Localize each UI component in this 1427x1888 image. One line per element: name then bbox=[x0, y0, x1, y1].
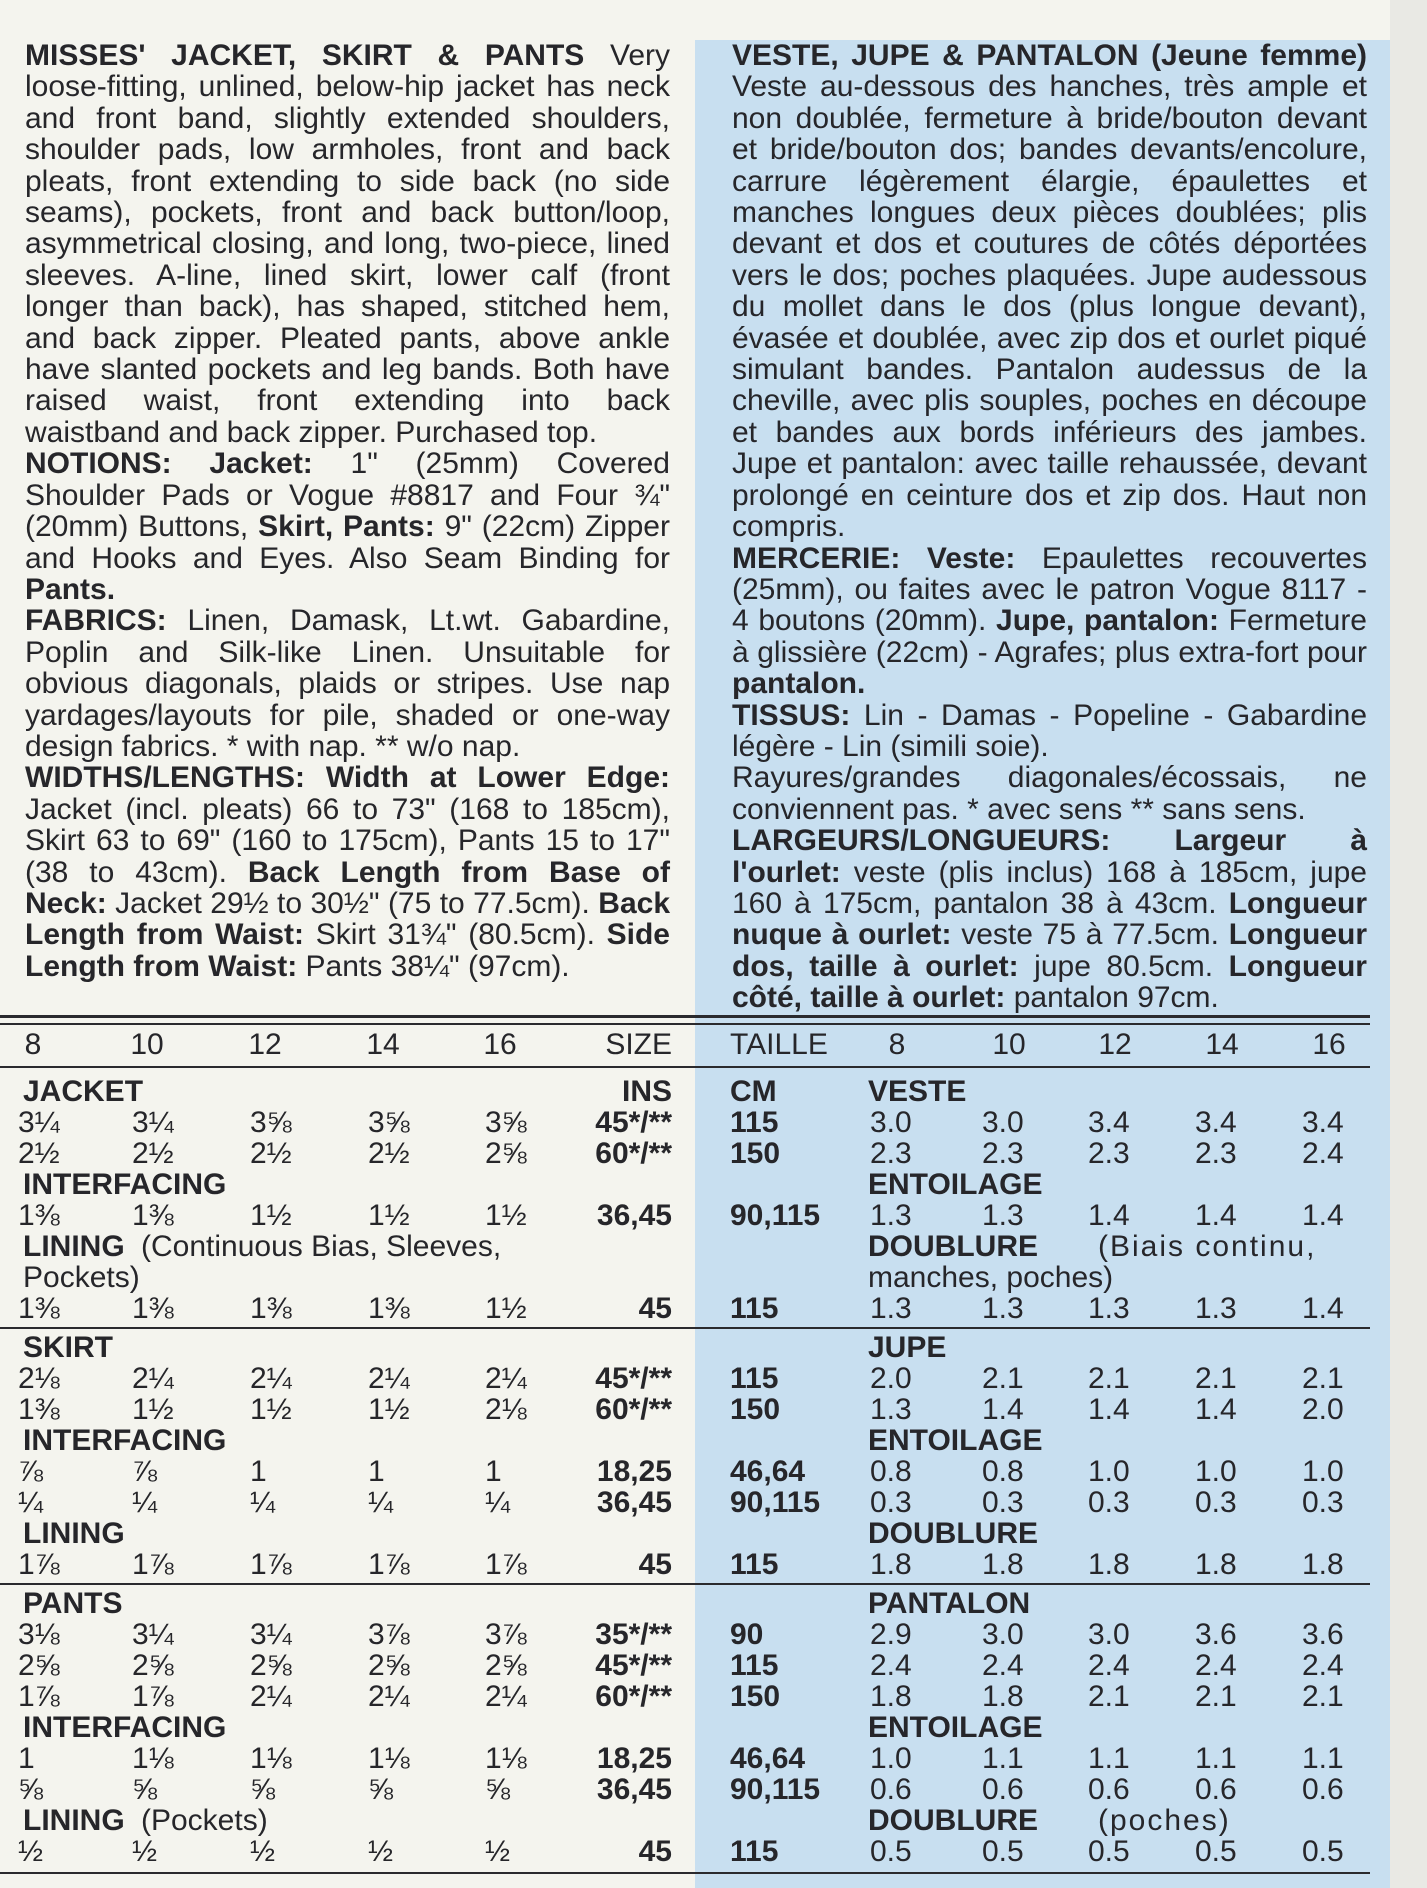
ins-width: 45 bbox=[638, 1548, 672, 1581]
back-waist-label: Back Length from Waist: bbox=[25, 886, 670, 952]
metric-value: 1.0 bbox=[1302, 1455, 1344, 1488]
cm-width: 46,64 bbox=[730, 1742, 806, 1775]
yardage-value: 2¼ bbox=[368, 1680, 410, 1713]
notions-jacket-label: Jacket: bbox=[209, 447, 313, 481]
french-largeurs bbox=[732, 825, 1367, 1013]
section-title-en: INTERFACING bbox=[23, 1711, 227, 1744]
metric-value: 1.4 bbox=[1088, 1393, 1130, 1426]
french-description-column bbox=[732, 40, 1367, 1014]
section-title-en: LINING bbox=[23, 1804, 125, 1837]
metric-value: 2.4 bbox=[870, 1649, 912, 1682]
metric-value: 0.3 bbox=[1302, 1486, 1344, 1519]
metric-value: 2.3 bbox=[982, 1137, 1024, 1170]
yardage-value: 2½ bbox=[132, 1137, 174, 1170]
metric-value: 1.8 bbox=[982, 1548, 1024, 1581]
yardage-value: 2¼ bbox=[250, 1362, 292, 1395]
notions-pants-label: Pants. bbox=[25, 572, 116, 606]
yardage-value: ⅝ bbox=[368, 1773, 394, 1806]
metric-value: 0.5 bbox=[1088, 1835, 1130, 1868]
yardage-value: 2¼ bbox=[250, 1680, 292, 1713]
yardage-value: 3⅝ bbox=[485, 1106, 527, 1139]
section-note-fr-2: manches, poches) bbox=[868, 1261, 1114, 1294]
yardage-value: 1½ bbox=[250, 1393, 292, 1426]
section-title-fr: JUPE bbox=[868, 1331, 947, 1364]
yardage-value: ¼ bbox=[485, 1486, 511, 1519]
mercerie-jupe-label: Jupe, pantalon: bbox=[996, 604, 1219, 638]
table-bottom-rule bbox=[0, 1872, 1370, 1874]
size-header-fr: 12 bbox=[1098, 1028, 1132, 1061]
ins-width: 60*/** bbox=[595, 1393, 672, 1426]
page-edge-strip bbox=[1390, 0, 1427, 1888]
back-waist-text: Skirt 31¾" (80.5cm). bbox=[315, 918, 595, 952]
metric-value: 2.1 bbox=[1195, 1680, 1237, 1713]
metric-value: 1.0 bbox=[1088, 1455, 1130, 1488]
cm-width: 90,115 bbox=[730, 1199, 821, 1232]
yardage-value: 2¼ bbox=[368, 1362, 410, 1395]
yardage-value: 3⅞ bbox=[368, 1618, 410, 1651]
notions-label: NOTIONS: bbox=[25, 447, 172, 481]
yardage-value: ½ bbox=[18, 1835, 44, 1868]
ins-header: INS bbox=[621, 1075, 672, 1108]
metric-value: 0.5 bbox=[870, 1835, 912, 1868]
yardage-value: 1½ bbox=[250, 1199, 292, 1232]
taille-header: TAILLE bbox=[730, 1028, 828, 1061]
yardage-value: ⅝ bbox=[18, 1773, 44, 1806]
metric-value: 1.4 bbox=[982, 1393, 1024, 1426]
yardage-value: 1⅜ bbox=[132, 1292, 174, 1325]
metric-value: 1.3 bbox=[982, 1292, 1024, 1325]
metric-value: 0.6 bbox=[870, 1773, 912, 1806]
cm-width: 46,64 bbox=[730, 1455, 806, 1488]
notions-skirt-text: 9" (22cm) Zipper and Hooks and Eyes. Also Seam Binding for bbox=[25, 510, 670, 575]
section-title-fr: ENTOILAGE bbox=[868, 1424, 1043, 1457]
yardage-value: 1 bbox=[18, 1742, 35, 1775]
yardage-value: 2¼ bbox=[485, 1362, 527, 1395]
tissus-text: Lin - Damas - Popeline - Gabardine légère - Lin (simili soie). bbox=[732, 698, 1367, 763]
side-length-text: Pants 38¼" (97cm). bbox=[305, 949, 570, 983]
cm-width: 115 bbox=[730, 1649, 779, 1682]
metric-value: 0.8 bbox=[982, 1455, 1024, 1488]
metric-value: 1.0 bbox=[870, 1742, 912, 1775]
french-tissus-unsuitable: Rayures/grandes diagonales/écossais, ne conviennent pas. * avec sens ** sans sens. bbox=[732, 761, 1367, 826]
yardage-value: 2¼ bbox=[132, 1362, 174, 1395]
yardage-value: 1⅞ bbox=[485, 1548, 527, 1581]
section-title-en: LINING bbox=[23, 1517, 125, 1550]
metric-value: 1.8 bbox=[870, 1680, 912, 1713]
metric-value: 2.4 bbox=[1088, 1649, 1130, 1682]
yardage-value: 2⅛ bbox=[18, 1362, 60, 1395]
metric-value: 0.5 bbox=[982, 1835, 1024, 1868]
yardage-value: 1⅜ bbox=[18, 1393, 60, 1426]
section-title-en: INTERFACING bbox=[23, 1168, 227, 1201]
ins-width: 36,45 bbox=[596, 1486, 672, 1519]
yardage-value: 1⅞ bbox=[368, 1548, 410, 1581]
table-top-rule-second bbox=[0, 1023, 1370, 1025]
yardage-value: ½ bbox=[368, 1835, 394, 1868]
metric-value: 1.1 bbox=[1088, 1742, 1130, 1775]
yardage-value: 1⅞ bbox=[18, 1680, 60, 1713]
yardage-value: 2½ bbox=[18, 1137, 60, 1170]
yardage-value: 1½ bbox=[485, 1292, 527, 1325]
section-group-rule bbox=[0, 1583, 1370, 1585]
yardage-value: 3¼ bbox=[18, 1106, 60, 1139]
yardage-value: 1⅜ bbox=[18, 1199, 60, 1232]
metric-value: 2.1 bbox=[1088, 1680, 1130, 1713]
yardage-value: 1⅛ bbox=[132, 1742, 174, 1775]
metric-value: 0.5 bbox=[1195, 1835, 1237, 1868]
metric-value: 3.0 bbox=[1088, 1618, 1130, 1651]
cote-label: Longueur côté, taille à ourlet: bbox=[732, 949, 1367, 1015]
section-title-fr: DOUBLURE bbox=[868, 1517, 1038, 1550]
metric-value: 2.9 bbox=[870, 1618, 912, 1651]
metric-value: 1.1 bbox=[982, 1742, 1024, 1775]
cm-width: 90,115 bbox=[730, 1773, 821, 1806]
yardage-value: 1⅛ bbox=[250, 1742, 292, 1775]
metric-value: 1.8 bbox=[982, 1680, 1024, 1713]
yardage-value: 1⅜ bbox=[132, 1199, 174, 1232]
yardage-value: 1⅞ bbox=[132, 1548, 174, 1581]
yardage-value: 3⅝ bbox=[250, 1106, 292, 1139]
french-description-text: Veste au-dessous des hanches, très ample et non doublée, fermeture à bride/bouton devant et bride/bouton dos; bandes devants/encolure, carrure légèrement élargie, épaulettes et manches longues deux pièces doublées; plis devant et dos et coutures de côtés déportées vers le dos; poches plaquées. Jupe audessous du mollet dans le dos (plus longue devant), évasée et doublée, avec zip dos et ourlet piqué simulant bandes. Pantalon audessus de la cheville, avec plis souples, poches en découpe et bandes aux bords inférieurs des jambes. Jupe et pantalon: avec taille rehaussée, devant prolongé en ceinture dos et zip dos. Haut non compris. bbox=[732, 70, 1367, 544]
section-title-en: INTERFACING bbox=[23, 1424, 227, 1457]
metric-value: 1.8 bbox=[1302, 1548, 1344, 1581]
metric-value: 0.6 bbox=[982, 1773, 1024, 1806]
yardage-value: 3¼ bbox=[132, 1618, 174, 1651]
ins-width: 60*/** bbox=[595, 1680, 672, 1713]
metric-value: 3.6 bbox=[1195, 1618, 1237, 1651]
back-neck-text: Jacket 29½ to 30½" (75 to 77.5cm). bbox=[115, 886, 590, 920]
cm-width: 115 bbox=[730, 1292, 779, 1325]
metric-value: 1.4 bbox=[1195, 1199, 1237, 1232]
dos-text: jupe 80.5cm. bbox=[1034, 949, 1214, 983]
yardage-value: 1⅛ bbox=[485, 1742, 527, 1775]
ins-width: 45*/** bbox=[595, 1362, 672, 1395]
metric-value: 3.4 bbox=[1302, 1106, 1344, 1139]
metric-value: 1.0 bbox=[1195, 1455, 1237, 1488]
metric-value: 1.4 bbox=[1088, 1199, 1130, 1232]
yardage-value: ½ bbox=[250, 1835, 276, 1868]
size-header-fr: 10 bbox=[992, 1028, 1026, 1061]
ins-width: 45 bbox=[638, 1835, 672, 1868]
side-length-label: Side Length from Waist: bbox=[25, 918, 670, 983]
metric-value: 0.3 bbox=[1195, 1486, 1237, 1519]
section-group-rule bbox=[0, 1327, 1370, 1329]
metric-value: 2.0 bbox=[1302, 1393, 1344, 1426]
metric-value: 3.6 bbox=[1302, 1618, 1344, 1651]
metric-value: 1.3 bbox=[870, 1292, 912, 1325]
english-description-column bbox=[25, 40, 670, 982]
ins-width: 36,45 bbox=[596, 1199, 672, 1232]
metric-value: 2.1 bbox=[1195, 1362, 1237, 1395]
cm-header: CM bbox=[730, 1075, 777, 1108]
ins-width: 45*/** bbox=[595, 1649, 672, 1682]
metric-value: 0.3 bbox=[870, 1486, 912, 1519]
size-header-en: 8 bbox=[24, 1028, 42, 1061]
yardage-value: 2¼ bbox=[485, 1680, 527, 1713]
yardage-value: ½ bbox=[485, 1835, 511, 1868]
yardage-value: 1½ bbox=[485, 1199, 527, 1232]
mercerie-label: MERCERIE: Veste: bbox=[732, 541, 1016, 575]
widths-text: Jacket (incl. pleats) 66 to 73" (168 to 185cm), Skirt 63 to 69" (160 to 175cm), Pants 15 to 17" (38 to 43cm). bbox=[25, 792, 670, 889]
yardage-value: 1⅞ bbox=[18, 1548, 60, 1581]
section-note-en-2: Pockets) bbox=[23, 1261, 140, 1294]
metric-value: 0.3 bbox=[982, 1486, 1024, 1519]
metric-value: 1.8 bbox=[1195, 1548, 1237, 1581]
yardage-value: 2⅝ bbox=[368, 1649, 410, 1682]
yardage-value: 1⅞ bbox=[132, 1680, 174, 1713]
largeurs-text: veste (plis inclus) 168 à 185cm, jupe 160 à 175cm, pantalon 38 à 43cm. bbox=[732, 855, 1367, 920]
yardage-value: 1½ bbox=[368, 1199, 410, 1232]
yardage-value: 1⅜ bbox=[18, 1292, 60, 1325]
section-note-fr: (Biais continu, bbox=[1098, 1230, 1317, 1263]
yardage-value: ¼ bbox=[368, 1486, 394, 1519]
metric-value: 2.4 bbox=[982, 1649, 1024, 1682]
section-title-en: JACKET bbox=[23, 1075, 144, 1108]
metric-value: 0.8 bbox=[870, 1455, 912, 1488]
metric-value: 3.4 bbox=[1195, 1106, 1237, 1139]
size-header-fr: 14 bbox=[1205, 1028, 1239, 1061]
english-notions bbox=[25, 448, 670, 605]
metric-value: 2.4 bbox=[1302, 1137, 1344, 1170]
section-title-fr: PANTALON bbox=[868, 1587, 1031, 1620]
metric-value: 2.3 bbox=[1195, 1137, 1237, 1170]
yardage-value: 2⅝ bbox=[18, 1649, 60, 1682]
metric-value: 0.3 bbox=[1088, 1486, 1130, 1519]
section-title-fr: ENTOILAGE bbox=[868, 1168, 1043, 1201]
metric-value: 1.1 bbox=[1195, 1742, 1237, 1775]
yardage-value: ¼ bbox=[18, 1486, 44, 1519]
cm-width: 90,115 bbox=[730, 1486, 821, 1519]
yardage-value: ¼ bbox=[250, 1486, 276, 1519]
yardage-value: ¼ bbox=[132, 1486, 158, 1519]
yardage-value: ⅝ bbox=[485, 1773, 511, 1806]
cm-width: 150 bbox=[730, 1680, 781, 1713]
metric-value: 1.1 bbox=[1302, 1742, 1344, 1775]
metric-value: 0.6 bbox=[1088, 1773, 1130, 1806]
metric-value: 1.3 bbox=[1195, 1292, 1237, 1325]
metric-value: 1.3 bbox=[1088, 1292, 1130, 1325]
tissus-label: TISSUS: bbox=[732, 698, 851, 732]
cm-width: 115 bbox=[730, 1835, 779, 1868]
ins-width: 45*/** bbox=[595, 1106, 672, 1139]
cm-width: 115 bbox=[730, 1548, 779, 1581]
yardage-value: 1½ bbox=[132, 1393, 174, 1426]
cm-width: 115 bbox=[730, 1362, 779, 1395]
yardage-value: 2⅝ bbox=[485, 1137, 527, 1170]
cm-width: 115 bbox=[730, 1106, 779, 1139]
yardage-value: 3⅞ bbox=[485, 1618, 527, 1651]
metric-value: 2.4 bbox=[1302, 1649, 1344, 1682]
yardage-value: 2⅛ bbox=[485, 1393, 527, 1426]
size-header-en: 12 bbox=[248, 1028, 282, 1061]
yardage-value: 3¼ bbox=[132, 1106, 174, 1139]
section-title-fr: DOUBLURE bbox=[868, 1230, 1038, 1263]
largeurs-label: LARGEURS/LONGUEURS: Largeur à l'ourlet: bbox=[732, 824, 1367, 889]
fabrics-text: Linen, Damask, Lt.wt. Gabardine, Poplin and Silk-like Linen. Unsuitable for obvious diagonals, plaids or stripes. Use nap yardages/layouts for pile, shaded or one-way design fabrics. * with nap. ** w/o nap. bbox=[25, 604, 670, 763]
mercerie-jupe-text: Fermeture à glissière (22cm) - Agrafes; plus extra-fort pour bbox=[732, 604, 1367, 669]
metric-value: 2.0 bbox=[870, 1362, 912, 1395]
widths-label: WIDTHS/LENGTHS: Width at Lower Edge: bbox=[25, 761, 670, 795]
yardage-value: 2⅝ bbox=[485, 1649, 527, 1682]
english-widths bbox=[25, 762, 670, 982]
french-description bbox=[732, 40, 1367, 543]
table-top-rule bbox=[0, 1015, 1370, 1018]
mercerie-pantalon-label: pantalon. bbox=[732, 667, 866, 701]
yardage-value: ⅝ bbox=[250, 1773, 276, 1806]
dos-label: Longueur dos, taille à ourlet: bbox=[732, 918, 1367, 983]
section-title-en: SKIRT bbox=[23, 1331, 113, 1364]
metric-value: 3.0 bbox=[982, 1106, 1024, 1139]
ins-width: 35*/** bbox=[595, 1618, 672, 1651]
yardage-value: 1 bbox=[368, 1455, 385, 1488]
metric-value: 3.0 bbox=[982, 1618, 1024, 1651]
yardage-value: 3⅝ bbox=[368, 1106, 410, 1139]
metric-value: 1.8 bbox=[1088, 1548, 1130, 1581]
section-note-en: (Continuous Bias, Sleeves, bbox=[141, 1230, 502, 1263]
yardage-value: ⅝ bbox=[132, 1773, 158, 1806]
yardage-value: 2⅝ bbox=[132, 1649, 174, 1682]
section-title-fr: VESTE bbox=[868, 1075, 967, 1108]
section-title-en: PANTS bbox=[23, 1587, 123, 1620]
section-title-fr: DOUBLURE bbox=[868, 1804, 1038, 1837]
fabrics-label: FABRICS: bbox=[25, 604, 167, 638]
metric-value: 0.6 bbox=[1195, 1773, 1237, 1806]
english-title: MISSES' JACKET, SKIRT & PANTS bbox=[25, 39, 585, 72]
ins-width: 60*/** bbox=[595, 1137, 672, 1170]
section-title-en: LINING bbox=[23, 1230, 125, 1263]
size-header-fr: 16 bbox=[1312, 1028, 1346, 1061]
metric-value: 1.3 bbox=[870, 1393, 912, 1426]
metric-value: 1.4 bbox=[1302, 1292, 1344, 1325]
french-title: VESTE, JUPE & PANTALON (Jeune femme) bbox=[732, 39, 1367, 72]
yardage-value: 3¼ bbox=[250, 1618, 292, 1651]
size-header-fr: 8 bbox=[888, 1028, 906, 1061]
nuque-label: Longueur nuque à ourlet: bbox=[732, 886, 1367, 952]
yardage-value: 2½ bbox=[250, 1137, 292, 1170]
yardage-value: 1⅞ bbox=[250, 1548, 292, 1581]
back-neck-label: Back Length from Base of Neck: bbox=[25, 855, 671, 920]
metric-value: 2.4 bbox=[1195, 1649, 1237, 1682]
metric-value: 2.1 bbox=[1302, 1680, 1344, 1713]
yardage-value: 3⅛ bbox=[18, 1618, 60, 1651]
cm-width: 150 bbox=[730, 1137, 781, 1170]
yardage-value: 1½ bbox=[368, 1393, 410, 1426]
metric-value: 1.3 bbox=[870, 1199, 912, 1232]
metric-value: 0.5 bbox=[1302, 1835, 1344, 1868]
metric-value: 3.4 bbox=[1088, 1106, 1130, 1139]
cm-width: 150 bbox=[730, 1393, 781, 1426]
yardage-value: 1⅜ bbox=[250, 1292, 292, 1325]
yardage-value: 1⅜ bbox=[368, 1292, 410, 1325]
metric-value: 3.0 bbox=[870, 1106, 912, 1139]
mercerie-text: Epaulettes recouvertes (25mm), ou faites avec le patron Vogue 8117 - 4 boutons (20mm). bbox=[732, 541, 1367, 638]
yardage-value: 2½ bbox=[368, 1137, 410, 1170]
french-tissus bbox=[732, 700, 1367, 763]
metric-value: 2.1 bbox=[982, 1362, 1024, 1395]
size-header: SIZE bbox=[605, 1028, 672, 1061]
french-mercerie bbox=[732, 543, 1367, 700]
section-note-en: (Pockets) bbox=[141, 1804, 268, 1837]
metric-value: 1.4 bbox=[1302, 1199, 1344, 1232]
ins-width: 45 bbox=[638, 1292, 672, 1325]
metric-value: 2.1 bbox=[1302, 1362, 1344, 1395]
nuque-text: veste 75 à 77.5cm. bbox=[961, 918, 1219, 952]
metric-value: 2.3 bbox=[1088, 1137, 1130, 1170]
size-header-en: 16 bbox=[483, 1028, 517, 1061]
notions-skirt-label: Skirt, Pants: bbox=[258, 510, 435, 544]
metric-value: 2.3 bbox=[870, 1137, 912, 1170]
metric-value: 2.1 bbox=[1088, 1362, 1130, 1395]
size-header-en: 14 bbox=[366, 1028, 400, 1061]
notions-jacket-text: 1" (25mm) Covered Shoulder Pads or Vogue #8817 and Four ¾" (20mm) Buttons, bbox=[25, 447, 670, 544]
ins-width: 36,45 bbox=[596, 1773, 672, 1806]
section-title-fr: ENTOILAGE bbox=[868, 1711, 1043, 1744]
english-description-text: Very loose-fitting, unlined, below-hip jacket has neck and front band, slightly extended shoulders, shoulder pads, low armholes, front and back pleats, front extending to side back (no side seams), pockets, front and back button/loop, asymmetrical closing, and long, two-piece, lined sleeves. A-line, lined skirt, lower calf (front longer than back), has shaped, stitched hem, and back zipper. Pleated pants, above ankle have slanted pockets and leg bands. Both have raised waist, front extending into back waistband and back zipper. Purchased top. bbox=[25, 39, 670, 449]
ins-width: 18,25 bbox=[596, 1742, 672, 1775]
ins-width: 18,25 bbox=[596, 1455, 672, 1488]
metric-value: 1.8 bbox=[870, 1548, 912, 1581]
size-header-en: 10 bbox=[130, 1028, 164, 1061]
metric-value: 1.3 bbox=[982, 1199, 1024, 1232]
yardage-value: 1 bbox=[250, 1455, 267, 1488]
english-description bbox=[25, 40, 670, 448]
table-header-rule bbox=[0, 1066, 1370, 1068]
yardage-value: 1⅛ bbox=[368, 1742, 410, 1775]
section-note-fr: (poches) bbox=[1098, 1804, 1231, 1837]
yardage-value: 2⅝ bbox=[250, 1649, 292, 1682]
cote-text: pantalon 97cm. bbox=[1013, 981, 1219, 1015]
metric-value: 0.6 bbox=[1302, 1773, 1344, 1806]
yardage-value: 1 bbox=[485, 1455, 502, 1488]
english-fabrics bbox=[25, 605, 670, 762]
metric-value: 1.4 bbox=[1195, 1393, 1237, 1426]
yardage-value: ½ bbox=[132, 1835, 158, 1868]
yardage-value: ⅞ bbox=[18, 1455, 44, 1488]
cm-width: 90 bbox=[730, 1618, 764, 1651]
yardage-value: ⅞ bbox=[132, 1455, 158, 1488]
